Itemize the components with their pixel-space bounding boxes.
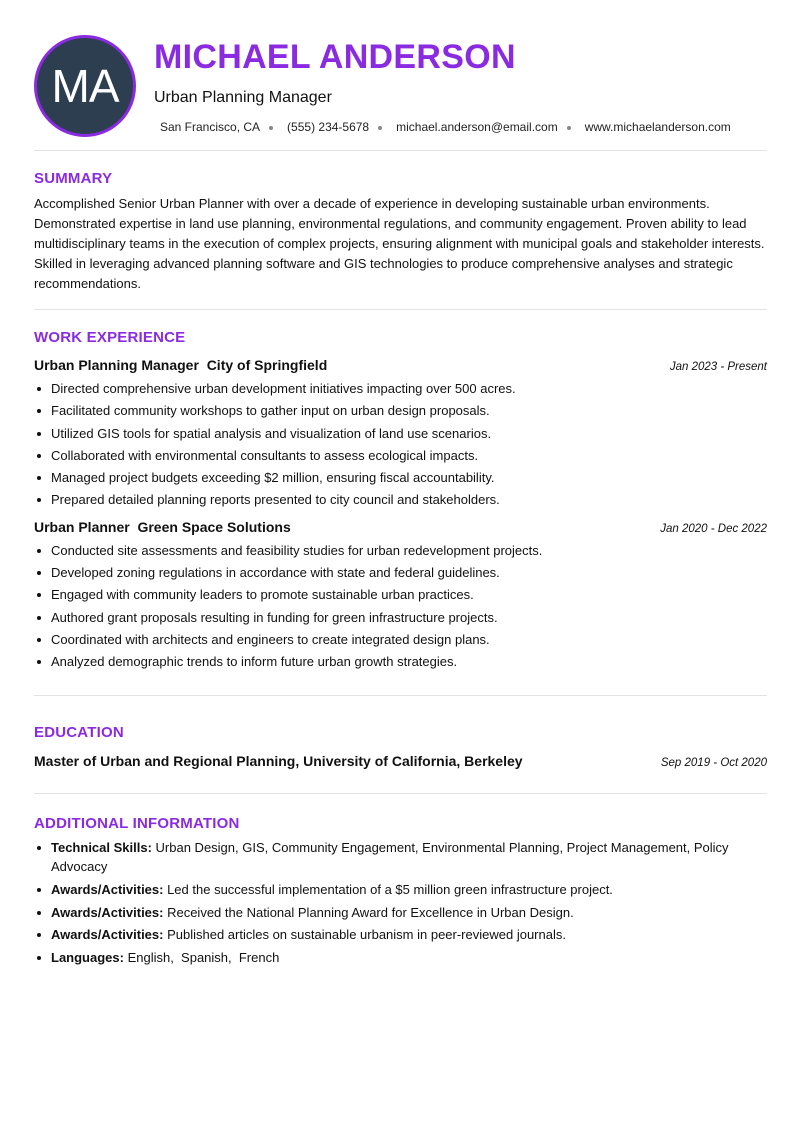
list-item [34, 838, 767, 876]
contact-website[interactable]: www.michaelanderson.com [584, 120, 731, 134]
summary-text: Accomplished Senior Urban Planner with over a decade of experience in developing sustainable urban environments. Demonstrated expertise in land use planning, environmental regulations, and community engagement. Proven ability to lead multidisciplinary teams in the execution of complex projects, ensuring alignment with municipal goals and stakeholder interests. Skilled in leveraging advanced planning software and GIS technologies to produce comprehensive analyses and strategic recommendations. [34, 196, 765, 291]
candidate-name: MICHAEL ANDERSON [154, 38, 516, 76]
contact-email[interactable]: michael.anderson@email.com [396, 120, 558, 134]
contact-location: San Francisco, CA [160, 120, 261, 134]
education-section [34, 724, 767, 794]
job-entry [34, 519, 767, 674]
job-entry [34, 357, 767, 512]
list-item: Analyzed demographic trends to inform future urban growth strategies. [34, 651, 767, 673]
divider [34, 309, 767, 310]
item-text: Published articles on sustainable urbanism in peer-reviewed journals. [163, 927, 566, 942]
job-date: Jan 2023 - Present [669, 361, 767, 373]
item-label: Technical Skills: [51, 840, 152, 855]
education-date: Sep 2019 - Oct 2020 [660, 757, 767, 769]
work-experience-section [34, 329, 767, 696]
summary-section [34, 170, 767, 310]
item-text: Received the National Planning Award for Excellence in Urban Design. [163, 904, 574, 920]
job-role: Urban Planner Green Space Solutions [34, 518, 291, 535]
resume-page [34, 0, 767, 965]
list-item: Prepared detailed planning reports presented to city council and stakeholders. [34, 489, 767, 511]
list-item: Engaged with community leaders to promote sustainable urban practices. [34, 584, 767, 606]
list-item: Conducted site assessments and feasibility studies for urban redevelopment projects. [34, 540, 767, 562]
bullet-separator-icon [567, 126, 571, 130]
divider [34, 150, 767, 151]
list-item: Directed comprehensive urban development initiatives impacting over 500 acres. [34, 378, 767, 400]
list-item [34, 948, 767, 967]
additional-list [34, 838, 767, 967]
additional-information-section [34, 815, 767, 971]
item-label: Awards/Activities: [51, 904, 164, 920]
resume-header [34, 0, 767, 150]
list-item: Developed zoning regulations in accordance with state and federal guidelines. [34, 562, 767, 584]
list-item [34, 925, 767, 944]
item-label: Languages: [51, 950, 124, 965]
section-heading: WORK EXPERIENCE [34, 329, 186, 346]
avatar-initials: MA [51, 60, 119, 112]
avatar [34, 35, 136, 137]
divider [34, 793, 767, 794]
item-text: Led the successful implementation of a $5 million green infrastructure project. [163, 882, 613, 897]
bullet-separator-icon [378, 126, 382, 130]
list-item [34, 880, 767, 899]
list-item: Managed project budgets exceeding $2 million, ensuring fiscal accountability. [34, 467, 767, 489]
contact-info [160, 120, 731, 134]
bullet-separator-icon [269, 126, 273, 130]
item-text: English, Spanish, French [123, 950, 280, 965]
item-label: Awards/Activities: [51, 927, 164, 942]
section-heading: SUMMARY [34, 170, 113, 187]
divider [34, 695, 767, 696]
degree: Master of Urban and Regional Planning, University of California, Berkeley [34, 753, 523, 769]
section-heading: EDUCATION [34, 724, 124, 741]
list-item: Authored grant proposals resulting in funding for green infrastructure projects. [34, 607, 767, 629]
contact-phone: (555) 234-5678 [287, 120, 370, 134]
list-item: Collaborated with environmental consultants to assess ecological impacts. [34, 445, 767, 467]
job-date: Jan 2020 - Dec 2022 [660, 522, 767, 535]
job-bullets [34, 540, 767, 674]
list-item: Coordinated with architects and engineers to create integrated design plans. [34, 629, 767, 651]
job-bullets [34, 378, 767, 512]
list-item [34, 903, 767, 922]
list-item: Facilitated community workshops to gather input on urban design proposals. [34, 400, 767, 422]
item-text: Urban Design, GIS, Community Engagement, Environmental Planning, Project Management, Policy Advocacy [51, 840, 729, 874]
list-item: Utilized GIS tools for spatial analysis and visualization of land use scenarios. [34, 423, 767, 445]
item-label: Awards/Activities: [51, 882, 164, 897]
section-heading: ADDITIONAL INFORMATION [34, 815, 240, 832]
job-role: Urban Planning Manager City of Springfield [34, 357, 328, 373]
job-title: Urban Planning Manager [154, 89, 332, 106]
